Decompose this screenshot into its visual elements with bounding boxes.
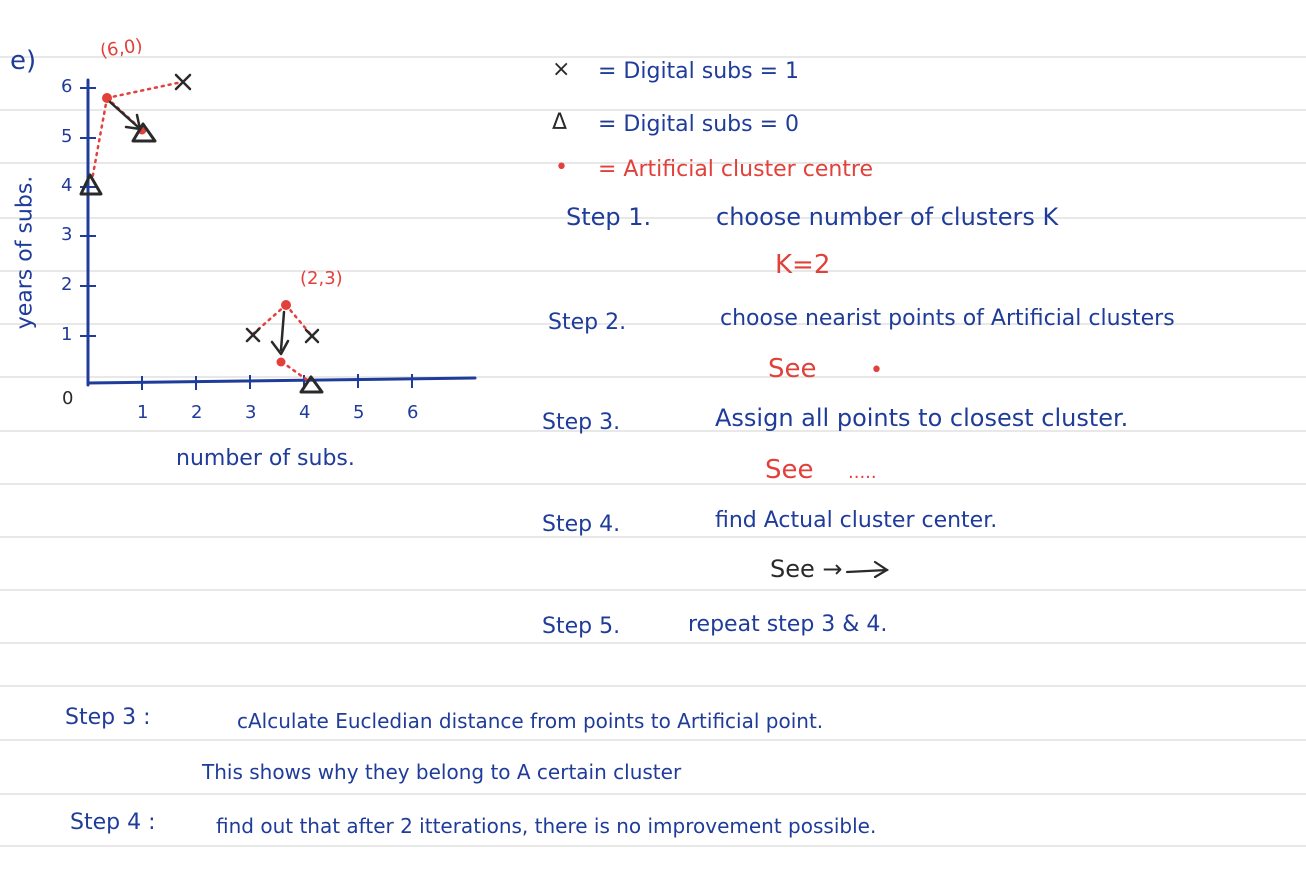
- explanation-step-3-line1: cAlculate Eucledian distance from points to Artificial point.: [237, 709, 824, 733]
- step-1-note: K=2: [775, 250, 831, 280]
- x-axis-label: number of subs.: [176, 446, 355, 471]
- legend-symbol-x: ×: [552, 57, 571, 82]
- explanation-step-3-label: Step 3 :: [65, 705, 151, 730]
- step-3-label: Step 3.: [542, 410, 621, 435]
- legend-symbol-dot: •: [555, 155, 568, 180]
- x-tick-label: 2: [191, 402, 203, 423]
- step-2-text: choose nearist points of Artificial clusters: [720, 306, 1175, 331]
- step4-arrow-icon: [847, 562, 887, 577]
- step-4-label: Step 4.: [542, 512, 621, 537]
- artificial-centre-lower: [281, 300, 291, 310]
- legend-text-dot: = Artificial cluster centre: [598, 157, 874, 182]
- triangle-points: [81, 124, 322, 392]
- explanation-step-4-label: Step 4 :: [70, 810, 156, 835]
- part-label: e): [10, 46, 37, 76]
- lower-centre-label: (2,3): [300, 268, 343, 289]
- step-3-text: Assign all points to closest cluster.: [715, 404, 1129, 432]
- legend-text-triangle: = Digital subs = 0: [598, 112, 800, 137]
- x-points: [176, 75, 318, 342]
- step-2-label: Step 2.: [548, 310, 627, 335]
- step-3-note-symbol: .....: [848, 462, 877, 483]
- x-tick-label: 6: [407, 402, 419, 423]
- step-4-text: find Actual cluster center.: [715, 508, 998, 533]
- y-tick-label: 5: [61, 126, 73, 147]
- legend-text-x: = Digital subs = 1: [598, 59, 800, 84]
- y-tick-label: 4: [61, 175, 73, 196]
- step-2-note: See: [768, 354, 817, 384]
- step-5-label: Step 5.: [542, 614, 621, 639]
- legend-symbol-triangle: Δ: [552, 110, 568, 135]
- y-tick-label: 3: [61, 224, 73, 245]
- explanation-step-3-line2: This shows why they belong to A certain cluster: [202, 760, 682, 784]
- x-tick-label: 5: [353, 402, 365, 423]
- upper-centre-label: (6,0): [98, 35, 144, 62]
- origin-label: 0: [62, 388, 74, 409]
- step-5-text: repeat step 3 & 4.: [688, 612, 888, 637]
- x-point: [247, 329, 259, 341]
- y-tick-label: 1: [61, 324, 73, 345]
- x-tick-label: 1: [137, 402, 149, 423]
- step-4-note: See →: [770, 555, 843, 583]
- step-2-note-symbol: •: [870, 358, 883, 383]
- y-tick-label: 6: [61, 76, 73, 97]
- step-1-text: choose number of clusters K: [716, 203, 1059, 231]
- actual-centre-lower: [277, 358, 286, 367]
- x-tick-label: 4: [299, 402, 311, 423]
- triangle-point: [81, 175, 101, 194]
- x-point: [306, 330, 318, 342]
- y-axis-label: years of subs.: [12, 175, 38, 330]
- x-tick-label: 3: [245, 402, 257, 423]
- explanation-step-4-line1: find out that after 2 itterations, there is no improvement possible.: [216, 814, 877, 838]
- step-3-note: See: [765, 455, 814, 485]
- y-tick-label: 2: [61, 274, 73, 295]
- step-1-label: Step 1.: [566, 203, 652, 231]
